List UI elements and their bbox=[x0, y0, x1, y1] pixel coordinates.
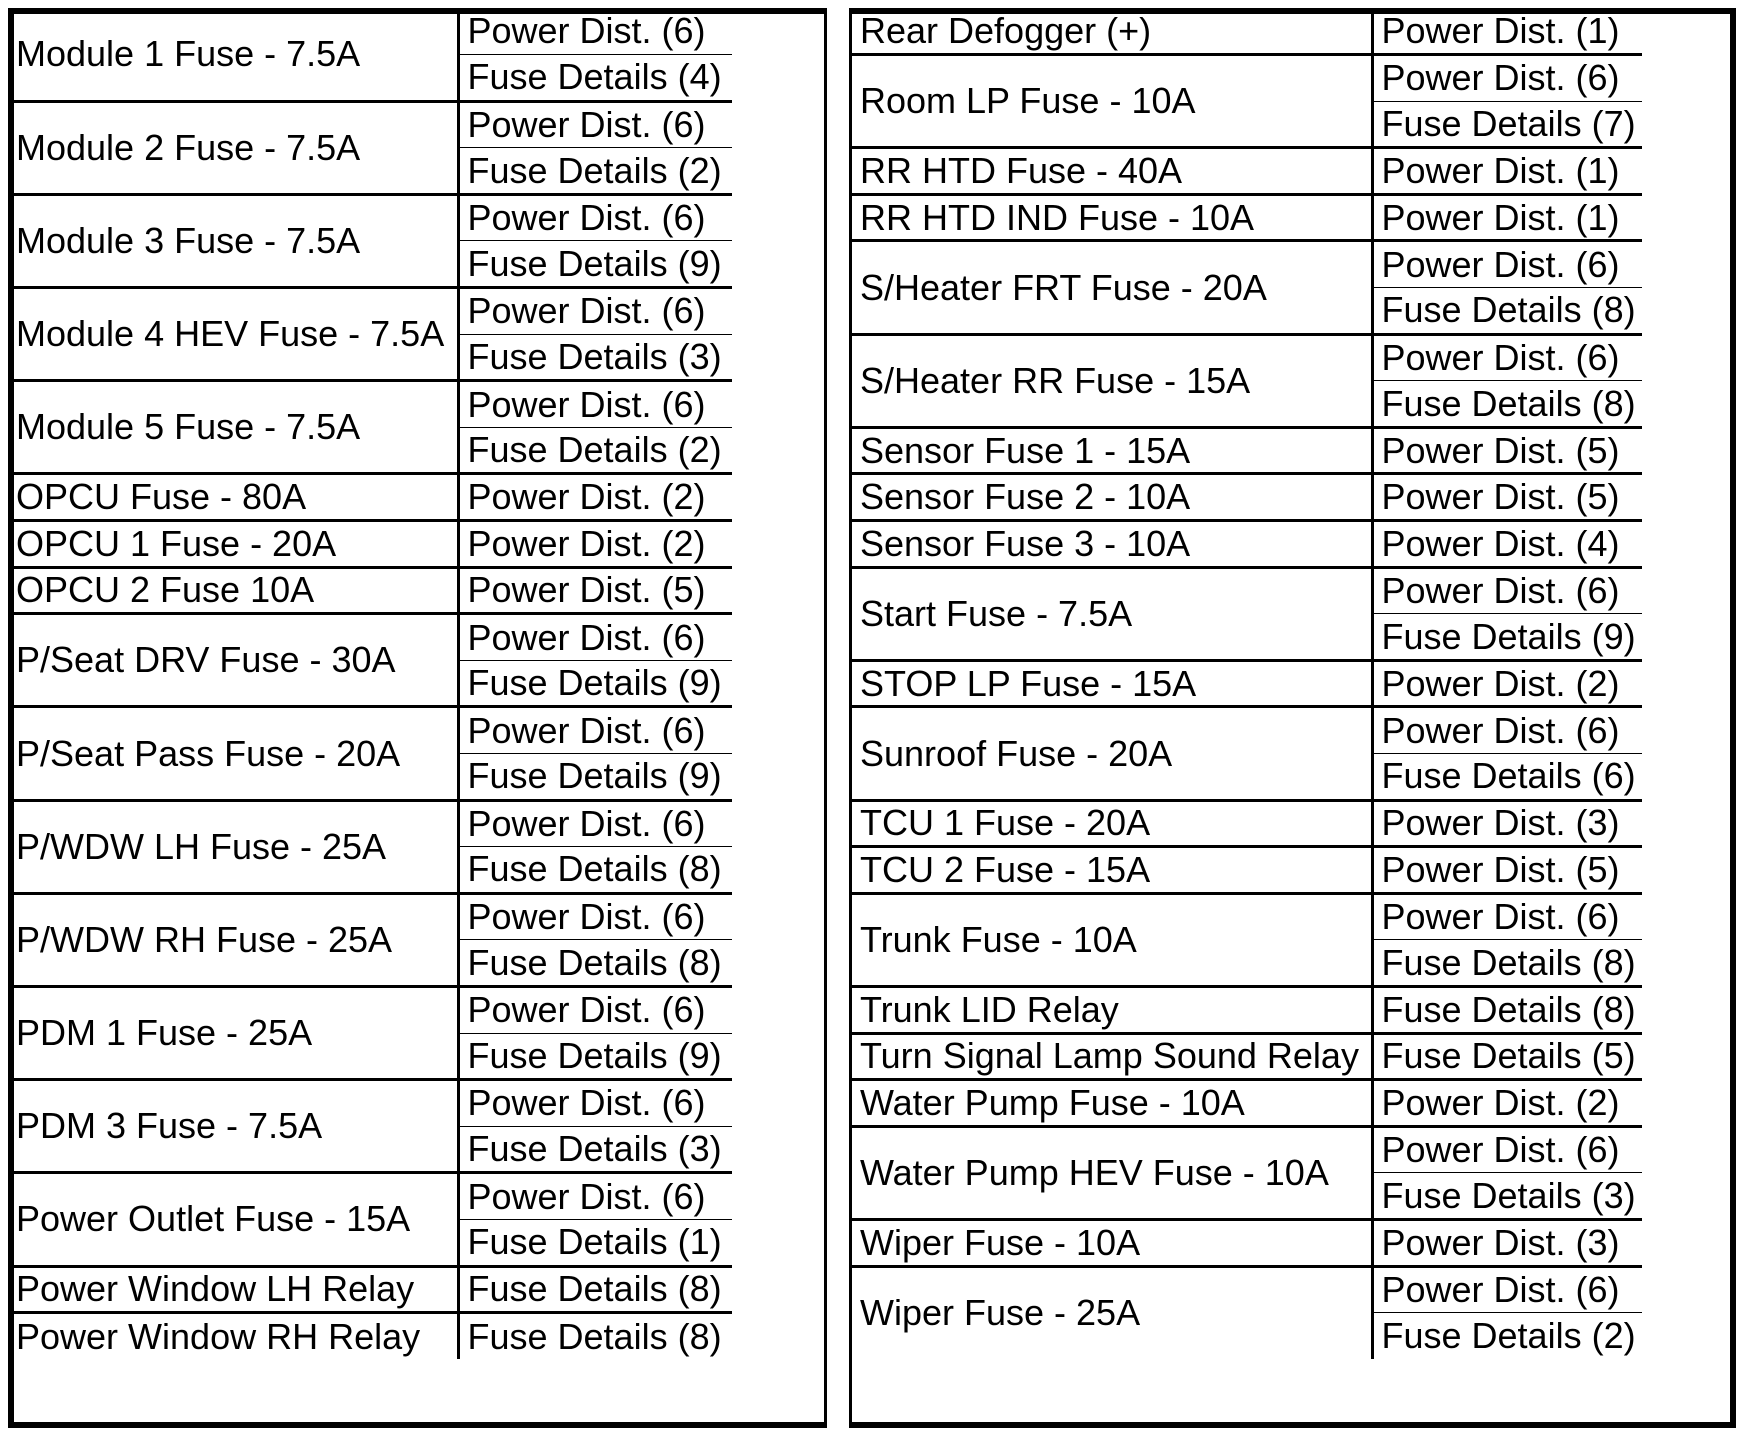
fuse-name-cell: OPCU Fuse - 80A bbox=[8, 474, 458, 521]
table-row bbox=[8, 1080, 732, 1127]
fuse-name-cell: PDM 3 Fuse - 7.5A bbox=[8, 1080, 458, 1173]
table-row bbox=[852, 567, 1642, 614]
fuse-name-cell: Module 1 Fuse - 7.5A bbox=[8, 8, 458, 101]
fuse-reference-cell: Power Dist. (1) bbox=[1372, 8, 1642, 55]
table-row bbox=[852, 427, 1642, 474]
fuse-reference-cell: Fuse Details (9) bbox=[458, 1033, 732, 1080]
fuse-reference-cell: Power Dist. (5) bbox=[1372, 847, 1642, 894]
fuse-reference-cell: Fuse Details (9) bbox=[458, 754, 732, 801]
fuse-name-cell: RR HTD IND Fuse - 10A bbox=[852, 194, 1372, 241]
fuse-reference-cell: Power Dist. (6) bbox=[458, 194, 732, 241]
table-row bbox=[852, 986, 1642, 1033]
fuse-reference-cell: Power Dist. (6) bbox=[1372, 707, 1642, 754]
table-row bbox=[852, 707, 1642, 754]
fuse-name-cell: Module 4 HEV Fuse - 7.5A bbox=[8, 288, 458, 381]
table-row bbox=[8, 101, 732, 148]
fuse-reference-cell: Fuse Details (5) bbox=[1372, 1033, 1642, 1080]
fuse-reference-cell: Power Dist. (1) bbox=[1372, 148, 1642, 195]
fuse-name-cell: Power Outlet Fuse - 15A bbox=[8, 1173, 458, 1266]
fuse-reference-cell: Fuse Details (9) bbox=[458, 660, 732, 707]
left-fuse-table bbox=[8, 8, 732, 1359]
table-row bbox=[852, 334, 1642, 381]
table-row bbox=[852, 55, 1642, 102]
fuse-reference-cell: Fuse Details (8) bbox=[458, 1266, 732, 1313]
fuse-name-cell: S/Heater RR Fuse - 15A bbox=[852, 334, 1372, 427]
table-row bbox=[852, 660, 1642, 707]
fuse-name-cell: Sensor Fuse 3 - 10A bbox=[852, 521, 1372, 568]
fuse-reference-cell: Power Dist. (3) bbox=[1372, 800, 1642, 847]
fuse-name-cell: Sensor Fuse 1 - 15A bbox=[852, 427, 1372, 474]
fuse-name-cell: Wiper Fuse - 10A bbox=[852, 1219, 1372, 1266]
fuse-reference-cell: Fuse Details (6) bbox=[1372, 754, 1642, 801]
table-row bbox=[852, 194, 1642, 241]
fuse-reference-cell: Power Dist. (6) bbox=[458, 614, 732, 661]
fuse-reference-cell: Power Dist. (6) bbox=[458, 1173, 732, 1220]
fuse-name-cell: OPCU 1 Fuse - 20A bbox=[8, 521, 458, 568]
fuse-name-cell: Power Window RH Relay bbox=[8, 1313, 458, 1360]
fuse-name-cell: Module 5 Fuse - 7.5A bbox=[8, 381, 458, 474]
table-row bbox=[852, 1080, 1642, 1127]
fuse-name-cell: Power Window LH Relay bbox=[8, 1266, 458, 1313]
fuse-reference-cell: Power Dist. (6) bbox=[458, 1080, 732, 1127]
table-row bbox=[8, 614, 732, 661]
fuse-name-cell: Trunk LID Relay bbox=[852, 986, 1372, 1033]
fuse-reference-cell: Power Dist. (5) bbox=[1372, 474, 1642, 521]
fuse-reference-cell: Power Dist. (6) bbox=[458, 288, 732, 335]
fuse-name-cell: Trunk Fuse - 10A bbox=[852, 893, 1372, 986]
fuse-reference-cell: Power Dist. (6) bbox=[1372, 1266, 1642, 1313]
fuse-reference-cell: Fuse Details (4) bbox=[458, 55, 732, 102]
table-row bbox=[8, 521, 732, 568]
table-row bbox=[8, 381, 732, 428]
fuse-reference-cell: Fuse Details (8) bbox=[1372, 940, 1642, 987]
fuse-name-cell: Rear Defogger (+) bbox=[852, 8, 1372, 55]
fuse-reference-cell: Fuse Details (2) bbox=[458, 148, 732, 195]
fuse-name-cell: Sunroof Fuse - 20A bbox=[852, 707, 1372, 800]
fuse-name-cell: TCU 1 Fuse - 20A bbox=[852, 800, 1372, 847]
table-row bbox=[852, 1266, 1642, 1313]
table-row bbox=[852, 8, 1642, 55]
fuse-reference-cell: Power Dist. (6) bbox=[458, 986, 732, 1033]
table-row bbox=[8, 1266, 732, 1313]
fuse-reference-cell: Fuse Details (8) bbox=[467, 1315, 722, 1357]
fuse-name-cell: P/WDW LH Fuse - 25A bbox=[8, 800, 458, 893]
fuse-reference-cell: Power Dist. (5) bbox=[1372, 427, 1642, 474]
fuse-reference-cell: Power Dist. (2) bbox=[1372, 660, 1642, 707]
table-row bbox=[852, 1219, 1642, 1266]
fuse-reference-cell: Fuse Details (8) bbox=[1372, 986, 1642, 1033]
fuse-reference-cell: Power Dist. (3) bbox=[1372, 1219, 1642, 1266]
table-row bbox=[852, 474, 1642, 521]
fuse-reference-cell: Fuse Details (7) bbox=[1372, 101, 1642, 148]
fuse-name-cell: TCU 2 Fuse - 15A bbox=[852, 847, 1372, 894]
table-row bbox=[8, 567, 732, 614]
table-row bbox=[852, 1126, 1642, 1173]
fuse-name-cell: P/Seat DRV Fuse - 30A bbox=[8, 614, 458, 707]
fuse-name-cell: Turn Signal Lamp Sound Relay bbox=[852, 1033, 1372, 1080]
fuse-name-cell: Start Fuse - 7.5A bbox=[852, 567, 1372, 660]
table-row bbox=[8, 707, 732, 754]
fuse-name-cell: Water Pump HEV Fuse - 10A bbox=[852, 1126, 1372, 1219]
fuse-reference-cell: Power Dist. (6) bbox=[1372, 334, 1642, 381]
fuse-reference-cell: Fuse Details (8) bbox=[458, 847, 732, 894]
fuse-reference-cell: Power Dist. (1) bbox=[1372, 194, 1642, 241]
fuse-reference-cell: Fuse Details (8) bbox=[1372, 381, 1642, 428]
fuse-reference-cell: Power Dist. (4) bbox=[1372, 521, 1642, 568]
fuse-reference-cell: Power Dist. (6) bbox=[1372, 1126, 1642, 1173]
fuse-reference-cell: Fuse Details (3) bbox=[458, 334, 732, 381]
fuse-reference-cell: Power Dist. (6) bbox=[458, 8, 732, 55]
table-row bbox=[852, 241, 1642, 288]
right-fuse-table bbox=[852, 8, 1642, 1359]
fuse-name-cell: Sensor Fuse 2 - 10A bbox=[852, 474, 1372, 521]
fuse-reference-cell: Power Dist. (2) bbox=[458, 521, 732, 568]
fuse-reference-cell: Power Dist. (6) bbox=[458, 381, 732, 428]
fuse-reference-cell: Fuse Details (2) bbox=[1381, 1315, 1636, 1357]
fuse-name-cell: Room LP Fuse - 10A bbox=[852, 55, 1372, 148]
fuse-reference-cell: Fuse Details (2) bbox=[458, 427, 732, 474]
fuse-name-cell: Water Pump Fuse - 10A bbox=[852, 1080, 1372, 1127]
table-row bbox=[852, 800, 1642, 847]
fuse-reference-cell: Fuse Details (9) bbox=[1372, 614, 1642, 661]
table-row bbox=[8, 474, 732, 521]
fuse-reference-cell: Power Dist. (6) bbox=[1372, 241, 1642, 288]
table-row bbox=[8, 800, 732, 847]
fuse-name-cell: Module 2 Fuse - 7.5A bbox=[8, 101, 458, 194]
fuse-name-cell: OPCU 2 Fuse 10A bbox=[8, 567, 458, 614]
fuse-reference-cell: Power Dist. (5) bbox=[458, 567, 732, 614]
fuse-reference-cell: Power Dist. (6) bbox=[458, 707, 732, 754]
fuse-reference-cell: Fuse Details (9) bbox=[458, 241, 732, 288]
fuse-name-cell: RR HTD Fuse - 40A bbox=[852, 148, 1372, 195]
fuse-reference-cell: Fuse Details (1) bbox=[458, 1219, 732, 1266]
fuse-reference-cell: Power Dist. (6) bbox=[1372, 567, 1642, 614]
column-separator bbox=[824, 8, 852, 1428]
table-row bbox=[8, 1313, 732, 1360]
fuse-reference-cell: Fuse Details (8) bbox=[1372, 288, 1642, 335]
table-row bbox=[8, 1173, 732, 1220]
table-row bbox=[852, 521, 1642, 568]
table-row bbox=[852, 893, 1642, 940]
table-row bbox=[852, 847, 1642, 894]
fuse-reference-cell: Power Dist. (6) bbox=[458, 101, 732, 148]
fuse-reference-cell: Power Dist. (2) bbox=[1372, 1080, 1642, 1127]
fuse-name-cell: Module 3 Fuse - 7.5A bbox=[8, 194, 458, 287]
table-row bbox=[852, 1033, 1642, 1080]
fuse-reference-cell: Fuse Details (8) bbox=[458, 940, 732, 987]
fuse-reference-cell: Fuse Details (3) bbox=[458, 1126, 732, 1173]
fuse-name-cell: S/Heater FRT Fuse - 20A bbox=[852, 241, 1372, 334]
fuse-reference-cell: Fuse Details (3) bbox=[1372, 1173, 1642, 1220]
fuse-name-cell: Wiper Fuse - 25A bbox=[852, 1266, 1372, 1359]
table-row bbox=[8, 194, 732, 241]
table-row bbox=[8, 893, 732, 940]
fuse-reference-cell: Power Dist. (6) bbox=[458, 800, 732, 847]
fuse-reference-cell: Power Dist. (2) bbox=[458, 474, 732, 521]
fuse-name-cell: P/WDW RH Fuse - 25A bbox=[8, 893, 458, 986]
table-row bbox=[8, 986, 732, 1033]
fuse-name-cell: STOP LP Fuse - 15A bbox=[852, 660, 1372, 707]
fuse-reference-cell: Power Dist. (6) bbox=[1372, 893, 1642, 940]
fuse-name-cell: PDM 1 Fuse - 25A bbox=[8, 986, 458, 1079]
fuse-name-cell: P/Seat Pass Fuse - 20A bbox=[8, 707, 458, 800]
fuse-reference-cell: Power Dist. (6) bbox=[1372, 55, 1642, 102]
table-row bbox=[8, 8, 732, 55]
table-row bbox=[8, 288, 732, 335]
table-row bbox=[852, 148, 1642, 195]
fuse-reference-cell: Power Dist. (6) bbox=[458, 893, 732, 940]
